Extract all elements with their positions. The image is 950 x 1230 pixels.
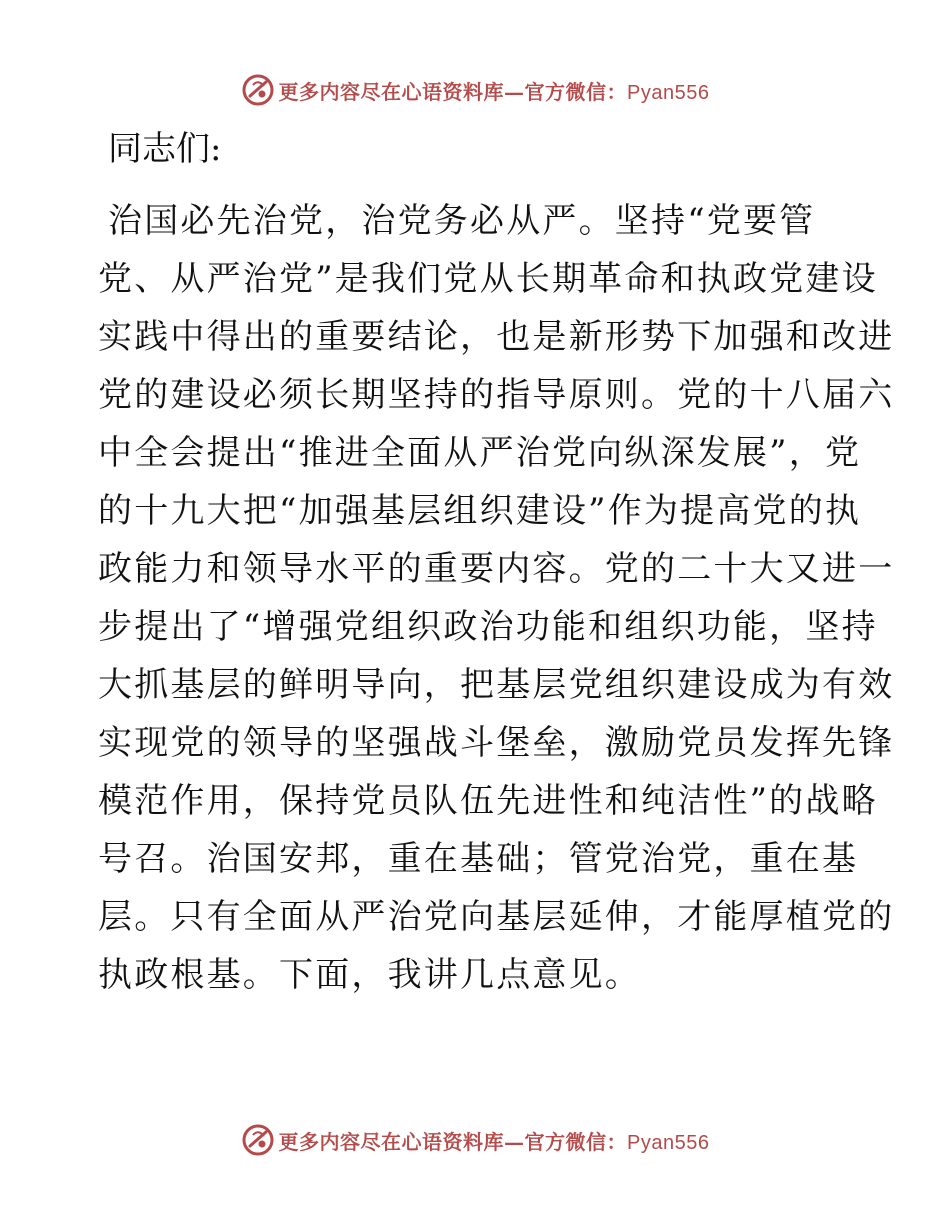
paragraph-line: 步提出了“增强党组织政治功能和组织功能，坚持 [98, 607, 878, 647]
paragraph-line: 治国必先治党，治党务必从严。坚持“党要管 [108, 201, 816, 241]
header-banner [0, 68, 950, 112]
paragraph-line: 实现党的领导的坚强战斗堡垒，激励党员发挥先锋 [98, 723, 895, 763]
paragraph-line: 政能力和领导水平的重要内容。党的二十大又进一 [98, 549, 895, 589]
footer-banner [0, 1118, 950, 1162]
seal-logo-icon [241, 1123, 275, 1157]
banner-text: 更多内容尽在心语资料库—官方微信：Pyan556 [278, 79, 710, 104]
paragraph-line: 中全会提出“推进全面从严治党向纵深发展”，党 [98, 433, 862, 473]
body-paragraph [98, 192, 895, 1004]
paragraph-line: 大抓基层的鲜明导向，把基层党组织建设成为有效 [98, 665, 895, 705]
paragraph-line: 执政根基。下面，我讲几点意见。 [98, 955, 641, 995]
seal-logo-icon [241, 73, 275, 107]
salutation: 同志们: [108, 129, 222, 169]
paragraph-line: 实践中得出的重要结论，也是新形势下加强和改进 [98, 317, 895, 357]
paragraph-line: 的十九大把“加强基层组织建设”作为提高党的执 [98, 491, 862, 531]
paragraph-line: 号召。治国安邦，重在基础；管党治党，重在基 [98, 839, 859, 879]
paragraph-line: 模范作用，保持党员队伍先进性和纯洁性”的战略 [98, 781, 878, 821]
banner-account: Pyan556 [627, 1131, 710, 1154]
paragraph-line: 层。只有全面从严治党向基层延伸，才能厚植党的 [98, 897, 895, 937]
banner-account: Pyan556 [627, 81, 710, 104]
paragraph-line: 党的建设必须长期坚持的指导原则。党的十八届六 [98, 375, 895, 415]
banner-text: 更多内容尽在心语资料库—官方微信：Pyan556 [278, 1129, 710, 1154]
paragraph-line: 党、从严治党”是我们党从长期革命和执政党建设 [98, 259, 878, 299]
